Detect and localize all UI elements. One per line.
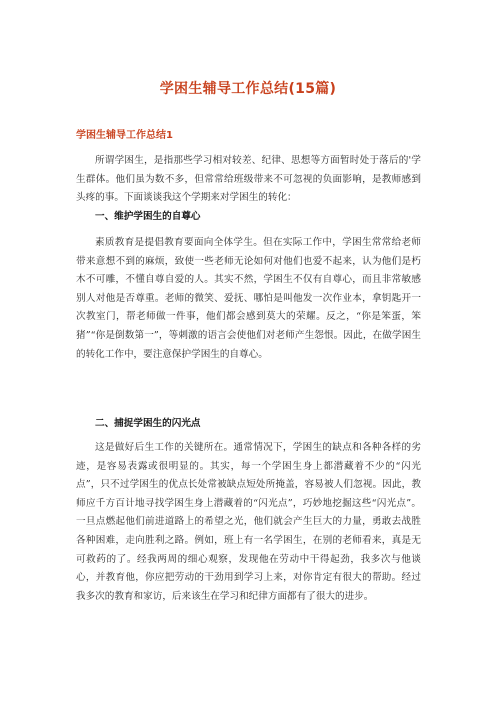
heading-bright-spots: 二、捕捉学困生的闪光点: [95, 418, 201, 429]
heading-self-esteem: 一、维护学困生的自尊心: [95, 211, 201, 222]
paragraph-bright-spots: 这是做好后生工作的关键所在。通常情况下，学困生的缺点和各种各样的劣迹，是容易表露或很明显的。其实，每一个学困生身上都潜藏着不少的“闪光点”，只不过学困生的优点长处常被缺点短处所掩盖，容易被人们忽视。因此，教师应千方百计地寻找学困生身上潜藏着的“闪光点”，巧妙地挖掘这些“闪光点”。一旦点燃起他们前进道路上的希望之光，他们就会产生巨大的力量，勇敢去战胜各种困难，走向胜利之路。例如，班上有一名学困生，在别的老师看来，真是无可救药的了。经我两周的细心观察，发现他在劳动中干得起劲，我多次与他谈心，并教育他，你应把劳动的干劲用到学习上来，对你肯定有很大的帮助。经过我多次的教育和家访，后来该生在学习和纪律方面都有了很大的进步。: [76, 442, 421, 602]
paragraph-self-esteem: 素质教育是提倡教育要面向全体学生。但在实际工作中，学困生常常给老师带来意想不到的麻烦，致使一些老师无论如何对他们也爱不起来，认为他们是朽木不可雕，不懂自尊自爱的人。其实不然，学困生不仅有自尊心，而且非常敏感别人对他是否尊重。老师的微笑、爱抚、哪怕是叫他发一次作业本，拿钥匙开一次教室门，帮老师做一件事，他们都会感到莫大的荣耀。反之，“你是笨蛋，笨猪”“你是倒数第一”，等刺激的语言会使他们对老师产生怨恨。因此，在做学困生的转化工作中，要注意保护学困生的自尊心。: [76, 237, 421, 360]
intro-paragraph: 所谓学困生，是指那些学习相对较差、纪律、思想等方面暂时处于落后的'学生群体。他们虽为数不多，但常常给班级带来不可忽视的负面影响，是教师感到头疼的事。下面谈谈我这个学期来对学困生的转化：: [76, 155, 421, 204]
document-title: 学困生辅导工作总结(15篇): [159, 81, 337, 97]
section-title: 学困生辅导工作总结1: [76, 130, 173, 141]
